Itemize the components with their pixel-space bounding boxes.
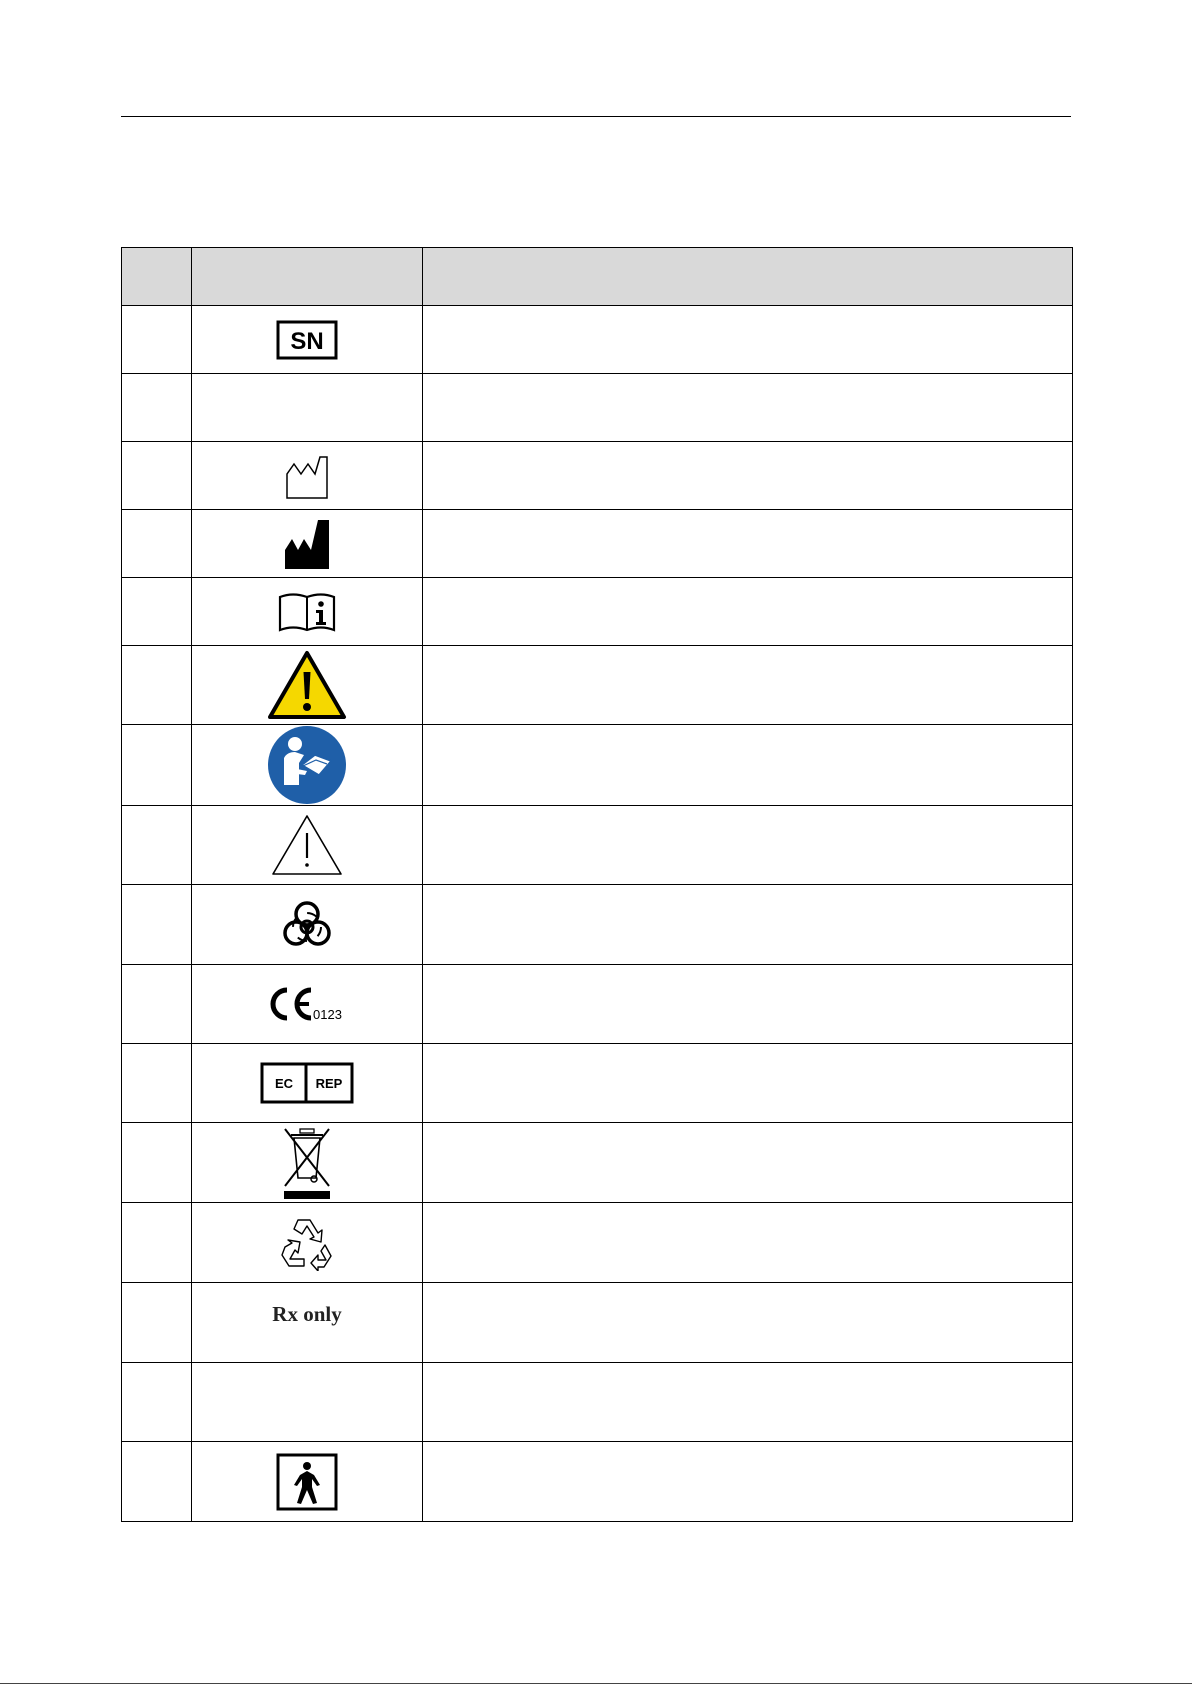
table-row: [122, 442, 1073, 510]
table-row: [122, 1123, 1073, 1203]
header-rule: [121, 116, 1071, 117]
row-no: [122, 725, 192, 806]
row-no: [122, 806, 192, 885]
row-meaning: [423, 1442, 1073, 1522]
row-symbol: [192, 1283, 423, 1363]
row-no: [122, 510, 192, 578]
table-row: [122, 806, 1073, 885]
ce-mark-icon: [265, 985, 349, 1023]
symbols-table: [121, 247, 1073, 1522]
ec-rep-icon: [260, 1062, 354, 1104]
header-symbol: [192, 248, 423, 306]
row-symbol: [192, 1203, 423, 1283]
serial-number-icon: [276, 320, 338, 360]
row-no: [122, 1203, 192, 1283]
row-no: [122, 646, 192, 725]
header-meaning: [423, 248, 1073, 306]
row-meaning: [423, 725, 1073, 806]
recycle-icon: [278, 1215, 336, 1271]
table-header-row: [122, 248, 1073, 306]
refer-to-manual-icon: [267, 725, 347, 805]
row-no: [122, 374, 192, 442]
yellow-warning-icon: [267, 650, 347, 720]
row-meaning: [423, 510, 1073, 578]
date-of-manufacture-icon: [284, 451, 330, 501]
table-row: [122, 1442, 1073, 1522]
row-symbol: [192, 374, 423, 442]
table-row: [122, 646, 1073, 725]
rx-only-label: Rx only: [272, 1302, 342, 1326]
row-meaning: [423, 965, 1073, 1044]
row-meaning: [423, 1283, 1073, 1363]
row-meaning: [423, 1123, 1073, 1203]
header-no: [122, 248, 192, 306]
row-meaning: [423, 1363, 1073, 1442]
row-no: [122, 1044, 192, 1123]
table-row: [122, 1044, 1073, 1123]
row-meaning: [423, 885, 1073, 965]
row-no: [122, 965, 192, 1044]
row-symbol: [192, 646, 423, 725]
row-no: [122, 1283, 192, 1363]
sn-label: SN: [290, 327, 324, 355]
info-label: i: [277, 590, 278, 592]
table-row: [122, 885, 1073, 965]
row-no: [122, 885, 192, 965]
row-meaning: [423, 578, 1073, 646]
row-meaning: [423, 442, 1073, 510]
rep-label: REP: [315, 1076, 343, 1091]
footer-rule: [0, 1683, 1192, 1684]
weee-bin-icon: [281, 1126, 333, 1200]
row-no: [122, 1442, 192, 1522]
row-symbol: [192, 510, 423, 578]
caution-icon: [271, 813, 343, 877]
table-row: [122, 374, 1073, 442]
row-no: [122, 578, 192, 646]
row-symbol: [192, 1363, 423, 1442]
row-symbol: [192, 806, 423, 885]
row-symbol: [192, 965, 423, 1044]
row-no: [122, 1123, 192, 1203]
row-meaning: [423, 646, 1073, 725]
row-no: [122, 1363, 192, 1442]
row-symbol: [192, 1442, 423, 1522]
table-row: [122, 578, 1073, 646]
table-row: [122, 1283, 1073, 1363]
table-row: [122, 1363, 1073, 1442]
ec-label: EC: [274, 1076, 294, 1091]
type-bf-applied-part-icon: [276, 1453, 338, 1511]
row-symbol: [192, 725, 423, 806]
row-meaning: [423, 1044, 1073, 1123]
table-row: [122, 1203, 1073, 1283]
row-no: [122, 306, 192, 374]
row-meaning: [423, 306, 1073, 374]
row-symbol: [192, 578, 423, 646]
row-symbol: [192, 306, 423, 374]
table-row: [122, 965, 1073, 1044]
row-meaning: [423, 374, 1073, 442]
row-symbol: [192, 1044, 423, 1123]
ce-notified-body-number: 0123: [313, 1007, 342, 1022]
biohazard-icon: [278, 896, 336, 954]
manufacturer-icon: [284, 518, 330, 570]
row-symbol: [192, 885, 423, 965]
row-meaning: [423, 806, 1073, 885]
table-row: [122, 725, 1073, 806]
table-row: [122, 306, 1073, 374]
row-symbol: [192, 442, 423, 510]
row-symbol: [192, 1123, 423, 1203]
row-meaning: [423, 1203, 1073, 1283]
row-no: [122, 442, 192, 510]
consult-instructions-icon: [277, 591, 337, 633]
table-row: [122, 510, 1073, 578]
